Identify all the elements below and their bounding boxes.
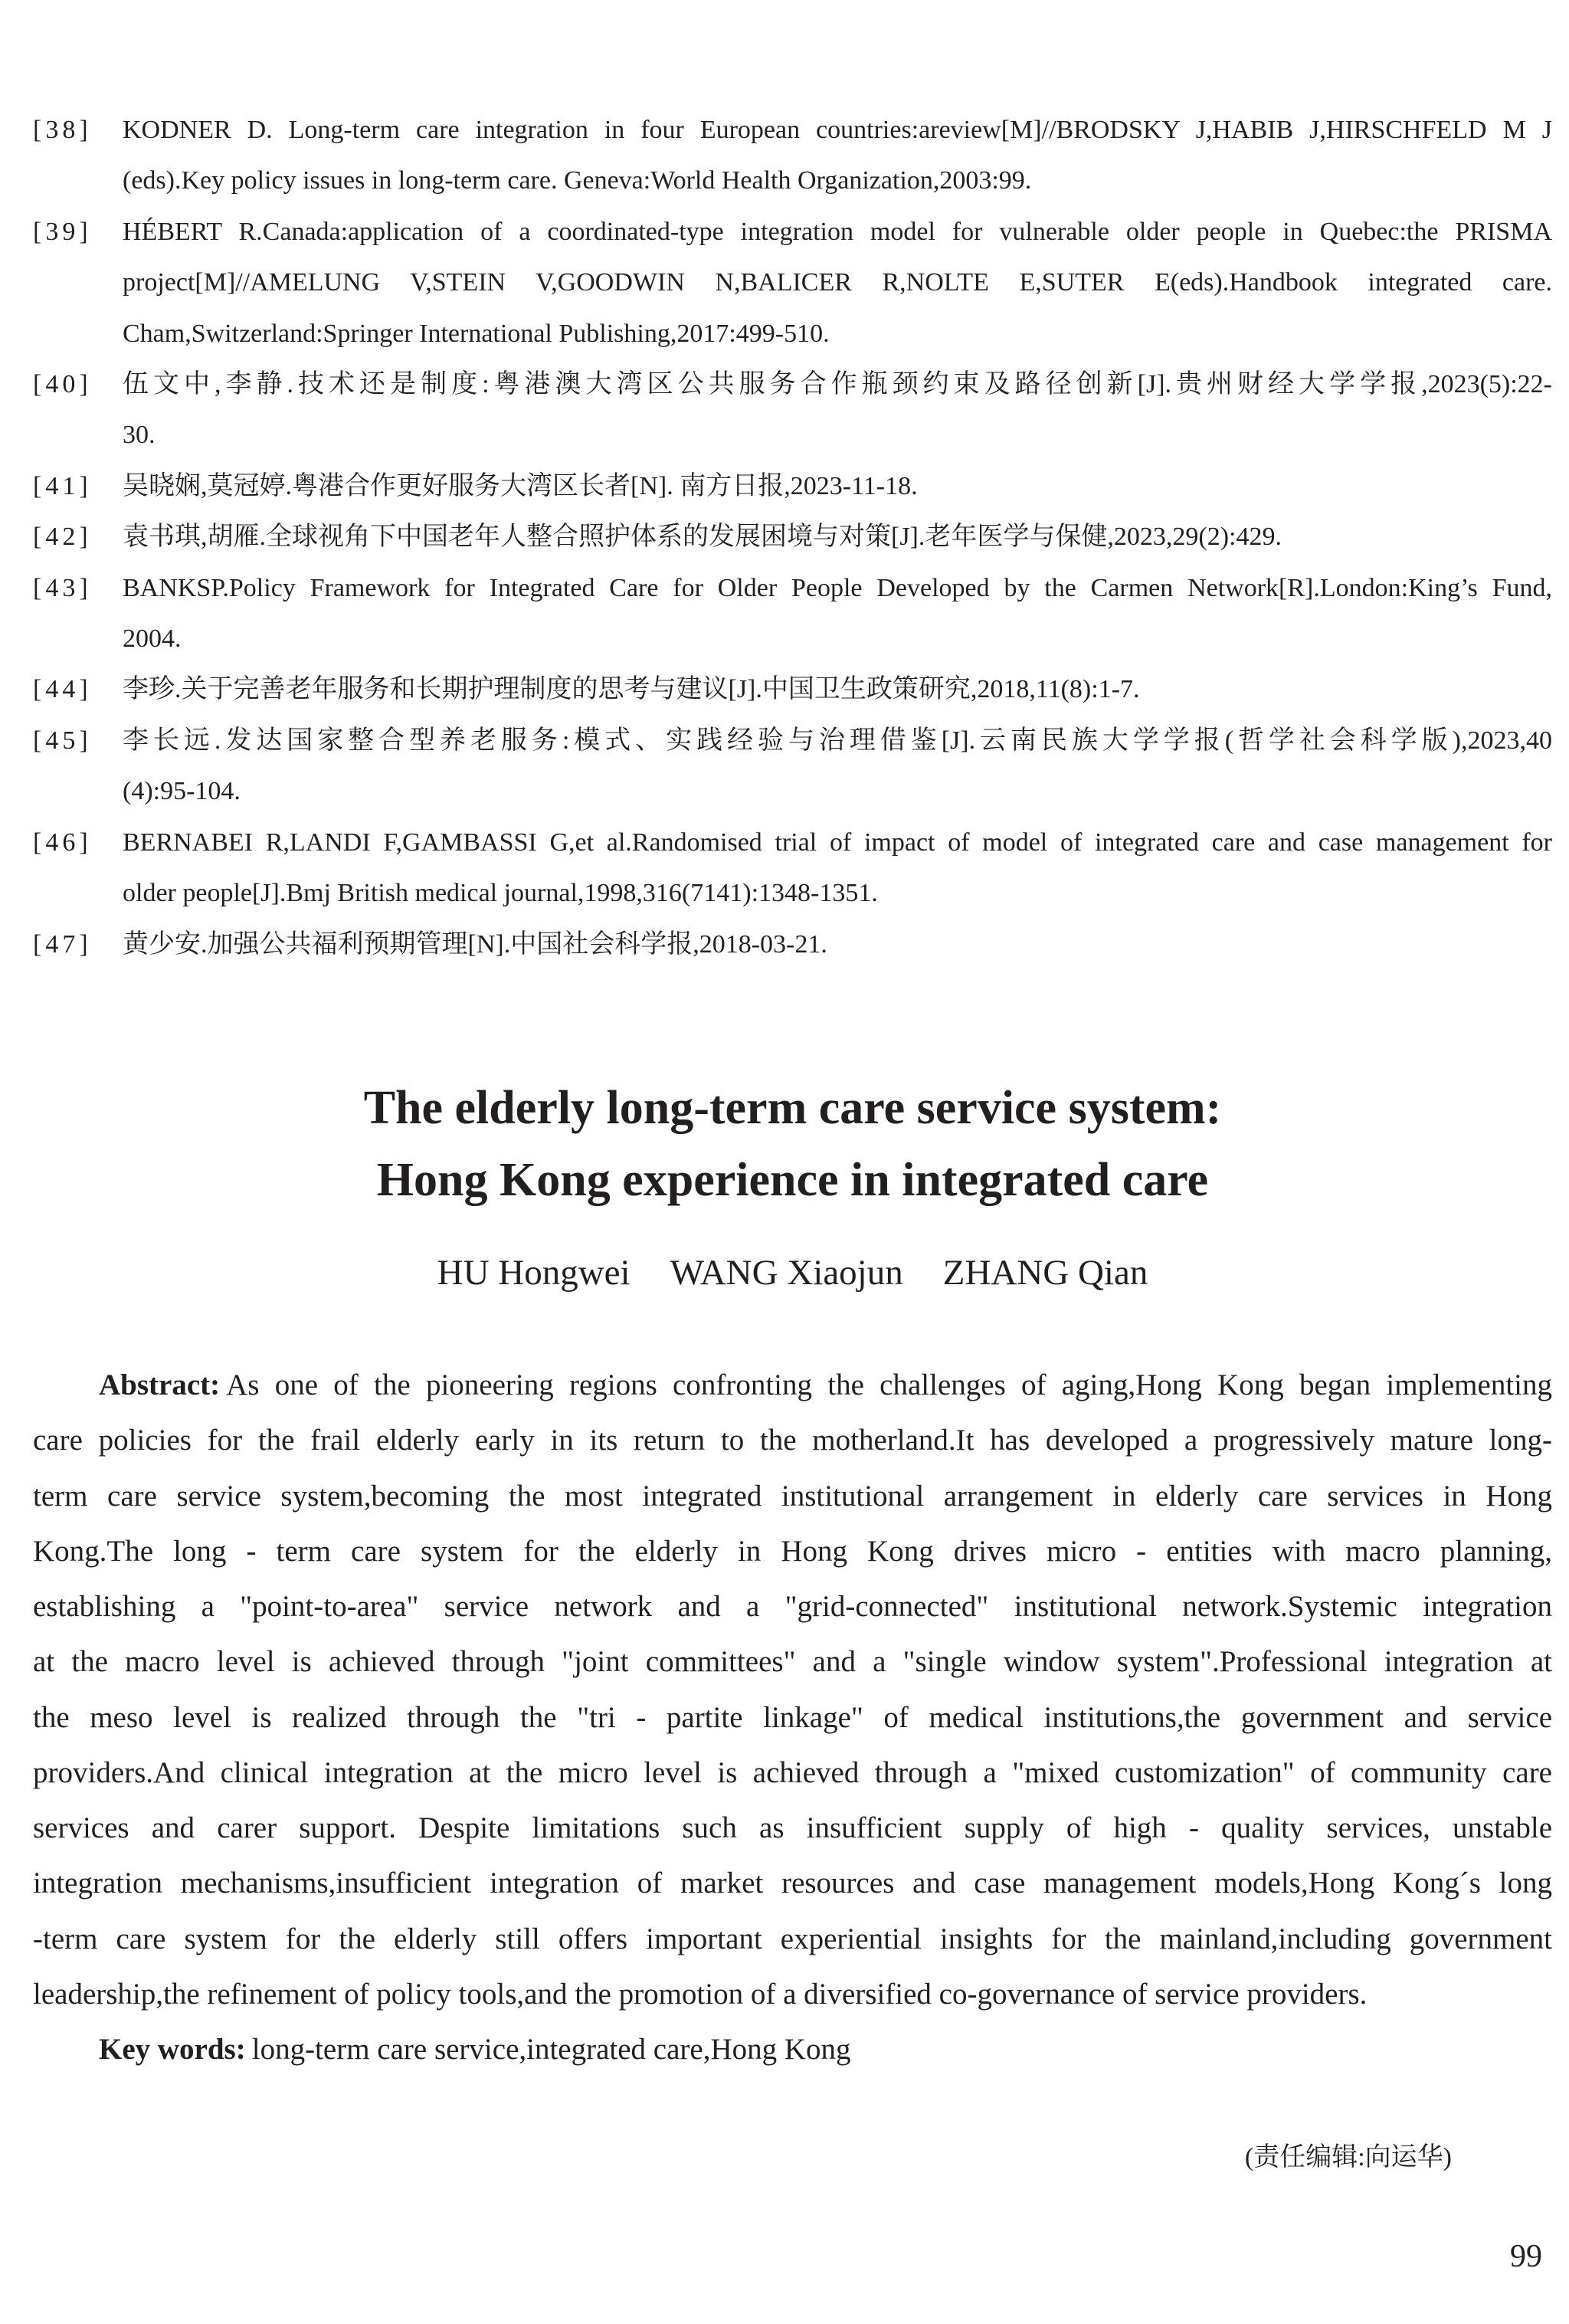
abstract-line bbox=[33, 1856, 1552, 1911]
abstract-text: the meso level is realized through the "tri - partite linkage" of medical institutions,the government and service bbox=[33, 1700, 1552, 1734]
reference-line: 袁书琪,胡雁.全球视角下中国老年人整合照护体系的发展困境与对策[J].老年医学与保健,2023,29(2):429. bbox=[123, 523, 1282, 552]
reference-number: [40] bbox=[33, 370, 92, 399]
article-title-line: The elderly long-term care service system: bbox=[363, 1082, 1222, 1134]
reference-entry bbox=[33, 818, 1552, 919]
abstract-text: -term care system for the elderly still offers important experiential insights for the mainland,including government bbox=[33, 1922, 1552, 1955]
reference-entry bbox=[33, 359, 1552, 461]
reference-text bbox=[123, 461, 1552, 512]
reference-entry bbox=[33, 919, 1552, 970]
reference-line: project[M]//AMELUNG V,STEIN V,GOODWIN N,BALICER R,NOLTE E,SUTER E(eds).Handbook integrated care. bbox=[123, 268, 1552, 297]
responsible-editor-note: (责任编辑:向运华) bbox=[1244, 2143, 1452, 2172]
reference-number: [41] bbox=[33, 471, 92, 500]
abstract-text: integration mechanisms,insufficient integration of market resources and case management models,Hong Kong´s long bbox=[33, 1867, 1552, 1900]
keywords-label: Key words: bbox=[99, 2033, 246, 2066]
reference-number: [43] bbox=[33, 573, 92, 602]
abstract-body bbox=[33, 1358, 1552, 2022]
reference-line: HÉBERT R.Canada:application of a coordinated-type integration model for vulnerable older people in Quebec:the PRISMA bbox=[123, 217, 1552, 246]
reference-entry bbox=[33, 716, 1552, 818]
abstract-line bbox=[33, 1801, 1552, 1856]
reference-line: 李珍.关于完善老年服务和长期护理制度的思考与建议[J].中国卫生政策研究,2018,11(8):1-7. bbox=[123, 675, 1140, 704]
reference-line: 黄少安.加强公共福利预期管理[N].中国社会科学报,2018-03-21. bbox=[123, 929, 827, 959]
keywords-line bbox=[33, 2022, 1552, 2077]
reference-line: 伍文中,李静.技术还是制度:粤港澳大湾区公共服务合作瓶颈约束及路径创新[J].贵州财经大学学报,2023(5):22- bbox=[123, 370, 1552, 399]
reference-text bbox=[123, 207, 1552, 359]
abstract-line bbox=[33, 1524, 1552, 1579]
reference-entry bbox=[33, 105, 1552, 207]
reference-text bbox=[123, 664, 1552, 715]
reference-text bbox=[123, 818, 1552, 919]
author-name: ZHANG Qian bbox=[942, 1253, 1148, 1293]
reference-entry bbox=[33, 207, 1552, 359]
abstract-text: care policies for the frail elderly early in its return to the motherland.It has developed a progressively mature long- bbox=[33, 1424, 1552, 1457]
reference-line: (4):95-104. bbox=[123, 777, 241, 806]
abstract-line bbox=[33, 1579, 1552, 1634]
reference-line: BANKSP.Policy Framework for Integrated Care for Older People Developed by the Carmen Network[R].London:King’s Fund, bbox=[123, 573, 1552, 602]
reference-line: 吴晓娴,莫冠婷.粤港合作更好服务大湾区长者[N]. 南方日报,2023-11-18. bbox=[123, 471, 918, 500]
reference-text bbox=[123, 105, 1552, 207]
reference-line: (eds).Key policy issues in long-term care. Geneva:World Health Organization,2003:99. bbox=[123, 166, 1032, 195]
author-list bbox=[33, 1246, 1552, 1300]
reference-entry bbox=[33, 461, 1552, 512]
reference-entry bbox=[33, 563, 1552, 665]
abstract-line bbox=[33, 1358, 1552, 1413]
reference-entry bbox=[33, 664, 1552, 715]
reference-line: BERNABEI R,LANDI F,GAMBASSI G,et al.Randomised trial of impact of model of integrated care and case management for bbox=[123, 828, 1552, 857]
article-title bbox=[33, 1072, 1552, 1216]
abstract-line bbox=[33, 1745, 1552, 1801]
abstract-section bbox=[33, 1358, 1552, 2077]
abstract-line bbox=[33, 1967, 1552, 2022]
reference-line: 2004. bbox=[123, 624, 182, 654]
abstract-label: Abstract: bbox=[99, 1369, 221, 1401]
reference-text bbox=[123, 919, 1552, 970]
reference-line: 李长远.发达国家整合型养老服务:模式、实践经验与治理借鉴[J].云南民族大学学报(哲学社会科学版),2023,40 bbox=[123, 726, 1552, 755]
abstract-text: at the macro level is achieved through "joint committees" and a "single window system".Professional integration at bbox=[33, 1645, 1552, 1679]
abstract-line bbox=[33, 1469, 1552, 1524]
keywords-text: long-term care service,integrated care,Hong Kong bbox=[251, 2033, 851, 2066]
author-name: WANG Xiaojun bbox=[670, 1253, 903, 1293]
reference-number: [38] bbox=[33, 116, 92, 144]
reference-number: [47] bbox=[33, 929, 92, 959]
references-list bbox=[33, 105, 1552, 970]
reference-text bbox=[123, 563, 1552, 665]
abstract-line bbox=[33, 1690, 1552, 1745]
article-title-line: Hong Kong experience in integrated care bbox=[376, 1154, 1209, 1206]
reference-line: KODNER D. Long-term care integration in four European countries:areview[M]//BRODSKY J,HABIB J,HIRSCHFELD M J bbox=[123, 116, 1552, 144]
abstract-line bbox=[33, 1413, 1552, 1468]
reference-text bbox=[123, 512, 1552, 562]
page-number: 99 bbox=[1510, 2239, 1542, 2274]
reference-line: 30. bbox=[123, 421, 156, 450]
abstract-text: term care service system,becoming the most integrated institutional arrangement in elderly care services in Hong bbox=[33, 1479, 1552, 1513]
reference-number: [46] bbox=[33, 828, 92, 857]
abstract-text: Kong.The long - term care system for the elderly in Hong Kong drives micro - entities with macro planning, bbox=[33, 1534, 1552, 1568]
reference-text bbox=[123, 716, 1552, 818]
reference-entry bbox=[33, 512, 1552, 562]
abstract-text: leadership,the refinement of policy tools,and the promotion of a diversified co-governance of service providers. bbox=[33, 1977, 1368, 2011]
reference-text bbox=[123, 359, 1552, 461]
abstract-text: services and carer support. Despite limitations such as insufficient supply of high - quality services, unstable bbox=[33, 1811, 1552, 1844]
reference-line: older people[J].Bmj British medical journal,1998,316(7141):1348-1351. bbox=[123, 879, 878, 908]
abstract-text: providers.And clinical integration at the micro level is achieved through a "mixed customization" of community care bbox=[33, 1755, 1552, 1789]
abstract-line bbox=[33, 1634, 1552, 1690]
abstract-line bbox=[33, 1912, 1552, 1967]
abstract-text: As one of the pioneering regions confronting the challenges of aging,Hong Kong began implementing bbox=[226, 1369, 1552, 1401]
author-name: HU Hongwei bbox=[437, 1253, 631, 1293]
abstract-text: establishing a "point-to-area" service network and a "grid-connected" institutional network.Systemic integration bbox=[33, 1590, 1552, 1623]
reference-line: Cham,Switzerland:Springer International Publishing,2017:499-510. bbox=[123, 319, 830, 348]
reference-number: [39] bbox=[33, 217, 92, 246]
reference-number: [45] bbox=[33, 726, 92, 755]
reference-number: [42] bbox=[33, 523, 92, 552]
reference-number: [44] bbox=[33, 675, 92, 704]
